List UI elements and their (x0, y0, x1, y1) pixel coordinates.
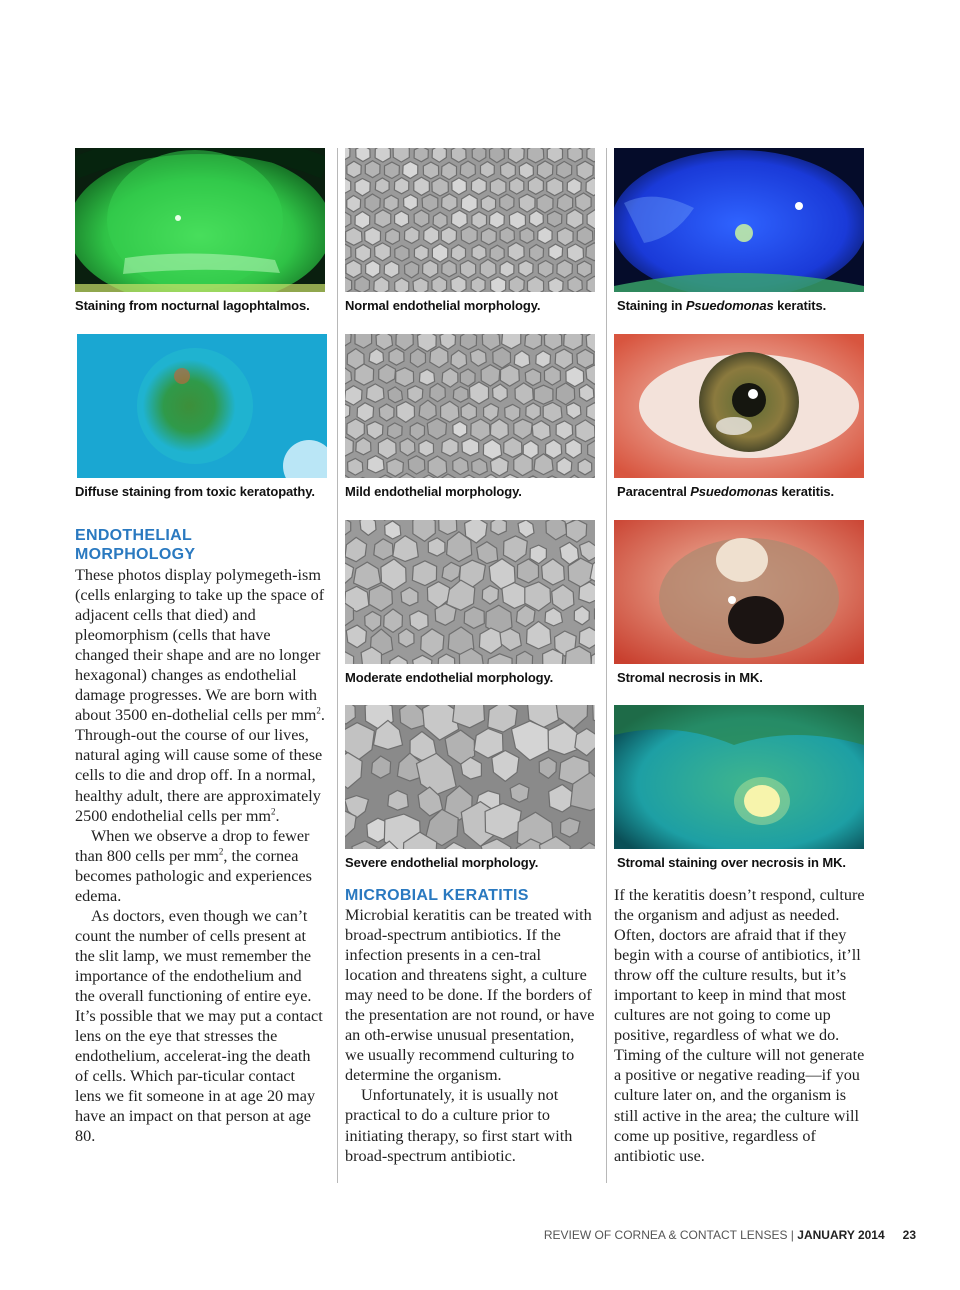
endothelial-cell (384, 195, 398, 211)
endothelial-cell (567, 178, 581, 194)
paragraph: These photos display polymegeth-ism (cells enlarging to take up the space of adjacent cells that died) and pleomorphism (cells that have changed their shape and are no longer hexagonal) changes as endothelial damage progresses. We are born with about 3500 en-dothelial cells per $mm^2$. Through-out the course of our lives, natural aging will cause some of these cells to die and drop off. In a normal, healthy adult, there are approximately 2500 endothelial cells per $mm^2$. (75, 566, 325, 825)
endothelial-cell (375, 210, 391, 228)
endothelial-cell (567, 244, 583, 262)
endothelial-cell (432, 178, 448, 196)
endothelial-cell (567, 210, 583, 229)
figure-severe-endothelium-photo (345, 705, 595, 849)
endothelial-cell (442, 162, 457, 179)
endothelial-cell (395, 211, 409, 227)
endothelial-cell (405, 227, 420, 244)
endothelial-cell (423, 162, 438, 179)
page-number: 23 (902, 1228, 916, 1242)
endothelial-cell (461, 403, 476, 420)
endothelial-cell (452, 210, 468, 228)
endothelial-cell (419, 369, 434, 385)
endothelial-cell (578, 459, 592, 475)
endothelial-cell (365, 161, 380, 178)
figure-caption: Staining from nocturnal lagophtalmos. (75, 298, 310, 313)
endothelial-cell (490, 245, 504, 261)
endothelial-cell (348, 458, 363, 475)
figure-toxic-keratopathy-photo (77, 334, 327, 478)
endothelial-cell (481, 228, 496, 245)
endothelial-cell (549, 244, 563, 260)
endothelial-cell (491, 520, 507, 535)
endothelial-cell (414, 210, 429, 227)
endothelial-cell (453, 387, 468, 403)
endothelial-cell (388, 790, 409, 810)
issue-date: JANUARY 2014 (797, 1228, 885, 1242)
figure-mild-endothelium-photo (345, 334, 595, 478)
figure-caption: Staining in Psuedomonas keratits. (617, 298, 827, 313)
endothelial-cell (471, 277, 485, 292)
endothelial-cell (500, 227, 514, 243)
paragraph: If the keratitis doesn’t respond, culture the organism and adjust as needed. Often, doctors are afraid that if they begin with a course of antibiotics, it’ll throw off the culture results, but it’s important to keep in mind that most cultures are not going to come up positive, regardless of what we do. Timing of the culture will not generate a positive or negative reading—if you culture later on, and the organism is still active in the area; the culture will come up positive, regardless of antibiotic use. (614, 886, 865, 1165)
column-divider-right (606, 148, 607, 1183)
endothelial-cell (520, 228, 534, 244)
column-divider-left (337, 148, 338, 1183)
section-heading-endothelial-morphology: ENDOTHELIAL MORPHOLOGY (75, 527, 196, 563)
endothelial-cell (403, 162, 418, 179)
endothelial-cell (395, 246, 409, 262)
endothelial-cell (365, 227, 381, 245)
page-footer (544, 1228, 916, 1242)
endothelial-cell (419, 440, 434, 456)
endothelial-cell (464, 607, 484, 629)
endothelial-cell (508, 243, 524, 261)
article-text-column-3 (614, 885, 866, 1166)
endothelial-cell (389, 348, 404, 365)
figure-caption: Diffuse staining from toxic keratopathy. (75, 484, 315, 499)
figure-moderate-endothelium-photo (345, 520, 595, 664)
endothelial-cell (530, 211, 544, 227)
endothelial-cell (577, 261, 591, 277)
endothelial-cell (472, 245, 486, 261)
endothelial-cell (453, 421, 467, 437)
section-heading-microbial-keratitis: MICROBIAL KERATITIS (345, 887, 529, 904)
endothelial-cell (538, 261, 553, 278)
endothelial-cell (577, 227, 593, 245)
endothelial-cell (385, 162, 400, 178)
endothelial-cell (424, 227, 439, 245)
figure-caption: Stromal necrosis in MK. (617, 670, 763, 685)
endothelial-cell (472, 212, 487, 229)
endothelial-cell (519, 163, 533, 179)
endothelial-cell (549, 278, 564, 292)
endothelial-cell (547, 178, 563, 196)
endothelial-cell (557, 161, 572, 178)
paragraph: Unfortunately, it is usually not practical to do a culture prior to initiating therapy, so first start with broad-spectrum antibiotic. (345, 1086, 573, 1165)
endothelial-cell (442, 261, 457, 277)
endothelial-cell (501, 162, 516, 179)
figure-caption: Paracentral Psuedomonas keratitis. (617, 484, 834, 499)
endothelial-cell (528, 177, 543, 194)
paragraph: Microbial keratitis can be treated with broad-spectrum antibiotics. If the infection presents in a cen-tral location and threatens sight, a culture may need to be done. If the borders of the presentation are not round, or have an oth-erwise unusual presentation, we usually recommend culturing to determine the organism. (345, 906, 595, 1085)
endothelial-cell (543, 402, 562, 422)
endothelial-cell (577, 349, 594, 368)
figure-pseudomonas-staining-photo (614, 148, 864, 292)
figure-stromal-necrosis-photo (614, 520, 864, 664)
endothelial-cell (347, 161, 361, 178)
endothelial-cell (461, 227, 477, 245)
endothelial-cell (414, 245, 428, 261)
article-text-column-1 (75, 565, 325, 1146)
figure-caption: Normal endothelial morphology. (345, 298, 541, 313)
figure-caption: Stromal staining over necrosis in MK. (617, 855, 846, 870)
figure-caption: Severe endothelial morphology. (345, 855, 539, 870)
endothelial-cell (462, 438, 479, 456)
endothelial-cell (388, 423, 403, 439)
endothelial-cell (510, 784, 529, 803)
endothelial-cell (396, 368, 414, 387)
endothelial-cell (423, 260, 438, 278)
endothelial-cell (451, 245, 465, 261)
endothelial-cell (481, 196, 495, 212)
endothelial-cell (442, 194, 457, 211)
endothelial-cell (433, 212, 447, 228)
endothelial-cell (346, 260, 361, 278)
endothelial-cell (432, 244, 447, 262)
endothelial-cell (509, 212, 525, 230)
endothelial-cell (538, 227, 552, 244)
figure-stromal-staining-photo (614, 705, 864, 849)
publication-name: REVIEW OF CORNEA & CONTACT LENSES | (543, 1228, 798, 1242)
endothelial-cell (413, 278, 428, 292)
endothelial-cell (548, 211, 562, 227)
endothelial-cell (460, 369, 475, 386)
endothelial-cell (510, 178, 524, 194)
endothelial-cell (346, 228, 362, 246)
endothelial-cell (491, 277, 506, 292)
endothelial-cell (481, 162, 495, 178)
figure-paracentral-pseudomonas-photo (614, 334, 864, 478)
endothelial-cell (404, 195, 418, 211)
endothelial-cell (428, 538, 445, 556)
endothelial-cell (577, 161, 593, 179)
endothelial-cell (386, 229, 400, 245)
endothelial-cell (460, 161, 475, 178)
endothelial-cell (356, 245, 371, 262)
figure-caption: Mild endothelial morphology. (345, 484, 522, 499)
article-text-column-2 (345, 905, 595, 1166)
paragraph: As doctors, even though we can’t count the number of cells present at the slit lamp, we must remember the importance of the endothelium and the overall functioning of entire eye. It’s possible that we may put a contact lens on the eye that stresses the endothelium, accelerat-ing the death of cells. Which par-ticular contact lens we fit someone in at age 20 may have an impact on that person at age 80. (75, 906, 323, 1146)
figure-normal-endothelium-photo (345, 148, 595, 292)
endothelial-cell (375, 178, 389, 193)
paragraph: When we observe a drop to fewer than 800 cells per $mm^2$, the cornea becomes pathologic and experiences edema. (75, 826, 312, 905)
endothelial-cell (442, 438, 458, 456)
endothelial-cell (471, 178, 486, 195)
endothelial-cell (500, 261, 514, 277)
endothelial-cell (422, 194, 438, 211)
endothelial-cell (412, 561, 436, 586)
endothelial-cell (500, 194, 514, 210)
endothelial-cell (576, 193, 592, 211)
endothelial-cell (384, 261, 399, 277)
endothelial-cell (568, 148, 583, 162)
endothelial-cell (490, 178, 506, 195)
endothelial-cell (347, 196, 361, 212)
figure-caption: Moderate endothelial morphology. (345, 670, 554, 685)
endothelial-cell (505, 404, 520, 421)
endothelial-cell (414, 177, 430, 195)
endothelial-cell (534, 385, 553, 404)
figure-lagophthalmos-photo (75, 148, 325, 292)
endothelial-cell (366, 261, 380, 278)
endothelial-cell (451, 276, 466, 292)
